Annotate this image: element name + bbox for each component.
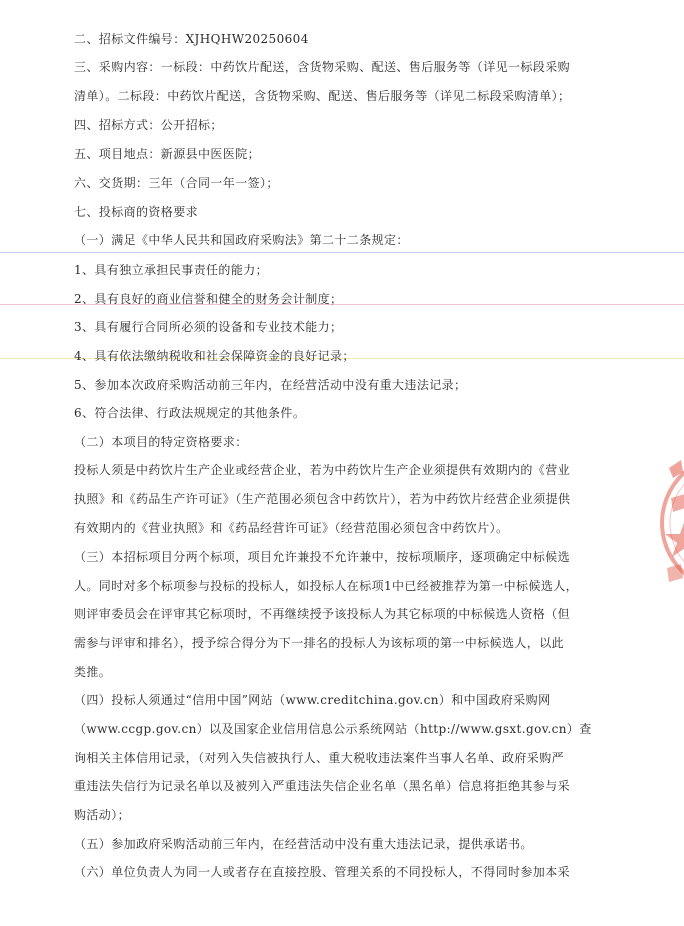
text-line: 清单）。二标段：中药饮片配送，含货物采购、配送、售后服务等（详见二标段采购清单）； <box>74 89 571 103</box>
text-line: 类推。 <box>74 665 112 679</box>
text-line: （二）本项目的特定资格要求： <box>74 435 248 449</box>
text-line: （五）参加政府采购活动前三年内，在经营活动中没有重大违法记录，提供承诺书。 <box>74 837 533 851</box>
text-line: 七、投标商的资格要求 <box>74 205 199 219</box>
text-line: 购活动）； <box>74 808 131 822</box>
text-line: 1、具有独立承担民事责任的能力； <box>74 263 269 277</box>
text-line: （www.ccgp.gov.cn）以及国家企业信用信息公示系统网站（http://www.gsxt.gov.cn）查 <box>74 722 592 736</box>
text-line: 投标人须是中药饮片生产企业或经营企业，若为中药饮片生产企业须提供有效期内的《营业 <box>74 463 571 477</box>
text-line: 询相关主体信用记录，（对列入失信被执行人、重大税收违法案件当事人名单、政府采购严 <box>74 751 565 765</box>
text-line: （一）满足《中华人民共和国政府采购法》第二十二条规定： <box>74 233 409 247</box>
text-line: 有效期内的《营业执照》和《药品经营许可证》（经营范围必须包含中药饮片）。 <box>74 521 509 535</box>
text-line: 则评审委员会在评审其它标项时，不再继续授予该投标人为其它标项的中标候选人资格（但 <box>74 607 571 621</box>
text-line: （四）投标人须通过“信用中国”网站（www.creditchina.gov.cn）和中国政府采购网 <box>74 693 551 707</box>
text-line: 五、项目地点：新源县中医医院； <box>74 147 261 161</box>
text-line: 六、交货期：三年（合同一年一签）； <box>74 176 279 190</box>
text-line: 需参与评审和排名），授予综合得分为下一排名的投标人为该标项的第一中标候选人，以此 <box>74 636 565 650</box>
text-line: 4、具有依法缴纳税收和社会保障资金的良好记录； <box>74 349 355 363</box>
text-line: 6、符合法律、行政法规规定的其他条件。 <box>74 406 306 420</box>
seal-graphic <box>655 438 684 608</box>
text-line: 人。同时对多个标项参与投标的投标人，如投标人在标项1中已经被推荐为第一中标候选人， <box>74 579 579 593</box>
text-line: 三、采购内容：一标段：中药饮片配送，含货物采购、配送、售后服务等（详见一标段采购 <box>74 60 571 74</box>
text-line: 执照》和《药品生产许可证》（生产范围必须包含中药饮片），若为中药饮片经营企业须提供 <box>74 492 571 506</box>
text-line: （六）单位负责人为同一人或者存在直接控股、管理关系的不同投标人，不得同时参加本采 <box>74 865 571 879</box>
red-seal-stamp <box>655 438 684 608</box>
text-line: 重违法失信行为记录名单以及被列入严重违法失信企业名单（黑名单）信息将拒绝其参与采 <box>74 779 571 793</box>
text-line: 四、招标方式：公开招标； <box>74 118 223 132</box>
text-line: 二、招标文件编号：XJHQHW20250604 <box>74 32 309 46</box>
text-line: （三）本招标项目分两个标项，项目允许兼投不允许兼中，按标项顺序，逐项确定中标候选 <box>74 550 571 564</box>
scan-line-blue <box>0 252 684 253</box>
text-line: 3、具有履行合同所必须的设备和专业技术能力； <box>74 320 343 334</box>
text-line: 2、具有良好的商业信誉和健全的财务会计制度； <box>74 292 343 306</box>
text-line: 5、参加本次政府采购活动前三年内，在经营活动中没有重大违法记录； <box>74 378 467 392</box>
